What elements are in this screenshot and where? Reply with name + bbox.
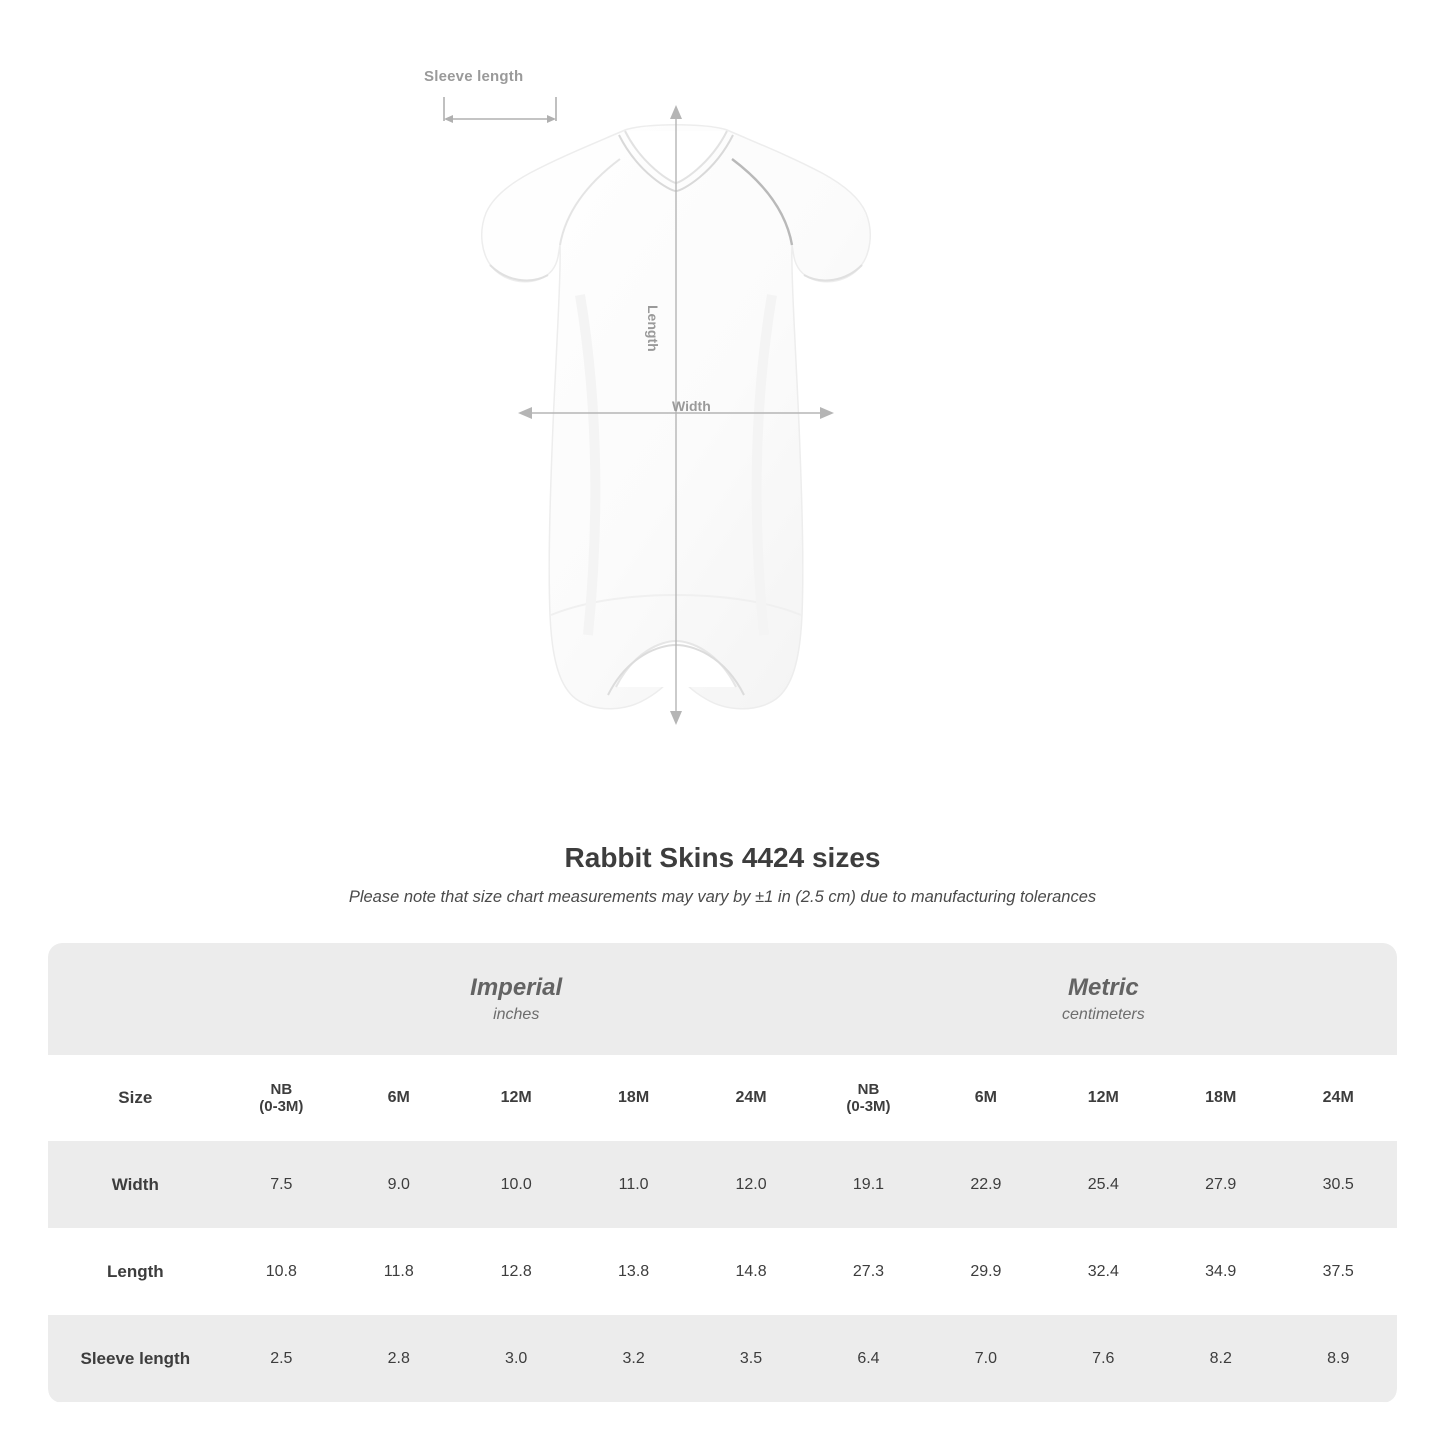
cell-sleeve-nb-cm: 6.4 xyxy=(810,1316,927,1403)
unit-group-metric xyxy=(810,943,1397,1055)
page-title: Rabbit Skins 4424 sizes xyxy=(564,842,881,873)
unit-header-row xyxy=(48,943,1397,1055)
row-label-length: Length xyxy=(48,1229,223,1316)
header-size-label: Size xyxy=(48,1055,223,1142)
length-annotation-label: Length xyxy=(645,305,661,352)
cell-length-24m-cm: 37.5 xyxy=(1279,1229,1397,1316)
row-label-sleeve-length: Sleeve length xyxy=(48,1316,223,1403)
cell-sleeve-6m-in: 2.8 xyxy=(340,1316,457,1403)
cell-width-6m-in: 9.0 xyxy=(340,1142,457,1229)
cell-length-nb-in: 10.8 xyxy=(223,1229,340,1316)
column-header-24m-metric: 24M xyxy=(1279,1055,1397,1142)
cell-sleeve-24m-cm: 8.9 xyxy=(1279,1316,1397,1403)
unit-imperial-label: Imperial xyxy=(470,974,563,1002)
cell-width-6m-cm: 22.9 xyxy=(927,1142,1044,1229)
column-header-subtext: (0-3M) xyxy=(846,1098,891,1115)
table-row xyxy=(48,1316,1397,1403)
cell-length-6m-cm: 29.9 xyxy=(927,1229,1044,1316)
cell-width-24m-in: 12.0 xyxy=(692,1142,809,1229)
table-row xyxy=(48,1142,1397,1229)
unit-group-imperial xyxy=(223,943,810,1055)
unit-imperial-sub: inches xyxy=(493,1005,540,1023)
table-row xyxy=(48,1229,1397,1316)
column-header-subtext: (0-3M) xyxy=(259,1098,304,1115)
column-header-12m-imperial: 12M xyxy=(457,1055,574,1142)
column-header-text: NB xyxy=(857,1081,880,1098)
cell-length-18m-cm: 34.9 xyxy=(1162,1229,1279,1316)
cell-sleeve-nb-in: 2.5 xyxy=(223,1316,340,1403)
size-chart-table-wrapper xyxy=(48,943,1397,1403)
cell-length-12m-in: 12.8 xyxy=(457,1229,574,1316)
sleeve-length-annotation-label: Sleeve length xyxy=(424,68,524,85)
cell-width-18m-in: 11.0 xyxy=(575,1142,692,1229)
cell-width-12m-in: 10.0 xyxy=(457,1142,574,1229)
column-header-18m-metric: 18M xyxy=(1162,1055,1279,1142)
column-header-text: NB xyxy=(270,1081,293,1098)
cell-sleeve-12m-in: 3.0 xyxy=(457,1316,574,1403)
tolerance-note: Please note that size chart measurements may vary by ±1 in (2.5 cm) due to manufacturing tolerances xyxy=(348,888,1097,906)
size-chart-table xyxy=(48,943,1397,1403)
cell-sleeve-18m-in: 3.2 xyxy=(575,1316,692,1403)
unit-row-spacer xyxy=(48,943,223,1055)
column-header-6m-imperial: 6M xyxy=(340,1055,457,1142)
cell-length-nb-cm: 27.3 xyxy=(810,1229,927,1316)
cell-length-18m-in: 13.8 xyxy=(575,1229,692,1316)
column-header-24m-imperial: 24M xyxy=(692,1055,809,1142)
cell-width-18m-cm: 27.9 xyxy=(1162,1142,1279,1229)
onesie-graphic xyxy=(420,95,1020,795)
cell-width-nb-cm: 19.1 xyxy=(810,1142,927,1229)
column-header-nb-imperial xyxy=(223,1055,340,1142)
column-header-6m-metric: 6M xyxy=(927,1055,1044,1142)
cell-width-nb-in: 7.5 xyxy=(223,1142,340,1229)
row-label-width: Width xyxy=(48,1142,223,1229)
unit-metric-label: Metric xyxy=(1068,974,1139,1002)
column-header-18m-imperial: 18M xyxy=(575,1055,692,1142)
cell-width-12m-cm: 25.4 xyxy=(1045,1142,1162,1229)
cell-length-12m-cm: 32.4 xyxy=(1045,1229,1162,1316)
column-header-nb-metric xyxy=(810,1055,927,1142)
cell-sleeve-12m-cm: 7.6 xyxy=(1045,1316,1162,1403)
cell-sleeve-24m-in: 3.5 xyxy=(692,1316,809,1403)
cell-width-24m-cm: 30.5 xyxy=(1279,1142,1397,1229)
size-header-row xyxy=(48,1055,1397,1142)
title-block xyxy=(0,842,1445,907)
width-annotation-label: Width xyxy=(672,398,711,414)
cell-length-24m-in: 14.8 xyxy=(692,1229,809,1316)
unit-metric-sub: centimeters xyxy=(1062,1005,1145,1023)
cell-length-6m-in: 11.8 xyxy=(340,1229,457,1316)
cell-sleeve-6m-cm: 7.0 xyxy=(927,1316,1044,1403)
cell-sleeve-18m-cm: 8.2 xyxy=(1162,1316,1279,1403)
column-header-12m-metric: 12M xyxy=(1045,1055,1162,1142)
